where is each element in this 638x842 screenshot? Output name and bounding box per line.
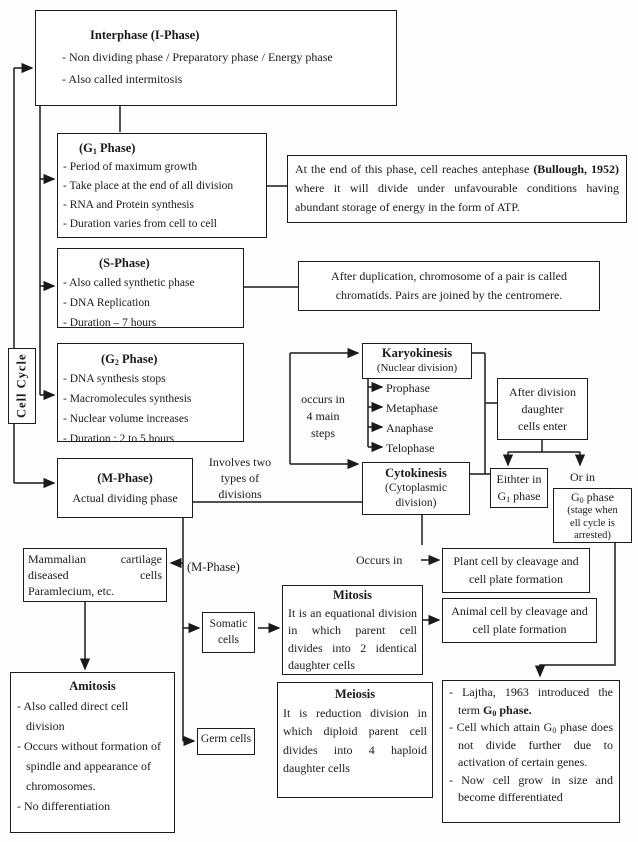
s-phase-box: [57, 248, 244, 328]
g0-note-box: [442, 680, 620, 823]
mitosis-box: [282, 585, 423, 675]
amitosis-item: - Occurs without formation of spindle and appearance of chromosomes.: [17, 739, 161, 793]
m-phase-label: (M-Phase): [187, 560, 240, 574]
g1-item: - RNA and Protein synthesis: [63, 199, 194, 211]
s-item: - Also called synthetic phase: [63, 277, 195, 289]
g1-item: - Take place at the end of all division: [63, 180, 234, 192]
cytokinesis-subtitle: division): [395, 497, 437, 509]
step-prophase: Prophase: [386, 381, 430, 395]
interphase-item: - Non dividing phase / Preparatory phase / Energy phase: [62, 50, 333, 64]
g1-item: - Period of maximum growth: [63, 161, 198, 173]
g0-note-item: - Cell which attain $G_0$ phase does not divide further due to activation of certain genes.: [449, 720, 613, 769]
karyokinesis-box: [362, 343, 472, 379]
step-anaphase: Anaphase: [386, 421, 434, 435]
animal-cell-box: Animal cell by cleavage and cell plate formation: [442, 598, 597, 643]
cytokinesis-subtitle: (Cytoplasmic: [385, 482, 447, 494]
cytokinesis-box: [362, 462, 470, 515]
m-phase-subtitle: Actual dividing phase: [72, 491, 178, 505]
g2-title: ($G_2$ Phase): [101, 352, 158, 367]
karyokinesis-subtitle: (Nuclear division): [376, 362, 458, 374]
s-item: - Duration – 7 hours: [63, 317, 157, 329]
mammalian-box: Mammalian cartilage diseased cells Paramlecium, etc.: [23, 548, 167, 602]
s-item: - DNA Replication: [63, 297, 150, 309]
occurs-in-label: Occurs in: [356, 553, 403, 567]
or-in-label: Or in: [570, 470, 595, 484]
cytokinesis-title: Cytokinesis: [385, 466, 447, 480]
g0-note-item: - Lajtha, 1963 introduced the term $G_0$ phase.: [449, 685, 613, 718]
s-note-box: [298, 261, 600, 311]
m-phase-title: (M-Phase): [97, 471, 153, 485]
mitosis-body: It is an equational division in which parent cell divides into 2 identical daughter cells: [288, 605, 417, 672]
germ-cells-box: Germ cells: [197, 728, 255, 755]
g1-note-citation: (Bullough, 1952): [533, 162, 620, 176]
amitosis-box: [10, 672, 175, 833]
g1-note-text: where it will divide under unfavourable conditions having abundant storage of energy in the form of ATP.: [295, 181, 619, 214]
meiosis-title: Meiosis: [334, 687, 376, 701]
g2-item: - Duration : 2 to 5 hours: [63, 433, 175, 445]
amitosis-item: - No differentiation: [17, 799, 111, 813]
g1-note-text: At the end of this phase, cell reaches antephase: [295, 162, 534, 176]
amitosis-title: Amitosis: [69, 679, 116, 693]
plant-cell-box: Plant cell by cleavage and cell plate formation: [442, 548, 590, 593]
mitosis-title: Mitosis: [333, 588, 372, 602]
g2-item: - Macromolecules synthesis: [63, 393, 192, 405]
s-title: (S-Phase): [99, 256, 150, 270]
cell-cycle-label: Cell Cycle: [14, 353, 29, 419]
interphase-item: - Also called intermitosis: [62, 72, 183, 86]
cell-cycle-label-box: [8, 348, 36, 424]
g1-phase-box: [57, 133, 267, 238]
after-division-box: After division daughter cells enter: [497, 378, 588, 440]
interphase-title: Interphase (I-Phase): [90, 28, 200, 42]
meiosis-body: It is reduction division in which diploid parent cell divides into 4 haploid daughter cells: [283, 705, 427, 775]
g0-phase-box: $G_0$ phase (stage when ell cycle is arrested): [553, 488, 632, 543]
somatic-cells-box: Somatic cells: [202, 612, 255, 653]
either-g1-box: Eithter in $G_1$ phase: [490, 468, 548, 508]
g2-item: - DNA synthesis stops: [63, 373, 166, 385]
interphase-box: [35, 10, 397, 106]
meiosis-box: [277, 682, 433, 798]
g0-note-item: - Now cell grow in size and become differentiated: [449, 772, 613, 804]
g1-note-box: [287, 155, 627, 223]
amitosis-item: - Also called direct cell division: [17, 699, 129, 733]
g2-phase-box: [57, 343, 244, 445]
m-phase-box: [57, 458, 193, 518]
occurs-steps-label: occurs in 4 main steps: [301, 392, 345, 440]
s-note-text: After duplication, chromosome of a pair is called chromatids. Pairs are joined by the centromere.: [331, 269, 567, 302]
step-metaphase: Metaphase: [386, 401, 438, 415]
g2-item: - Nuclear volume increases: [63, 413, 189, 425]
g1-title: ($G_1$ Phase): [79, 141, 136, 156]
karyokinesis-title: Karyokinesis: [381, 346, 453, 360]
g1-item: - Duration varies from cell to cell: [63, 218, 217, 230]
step-telophase: Telophase: [386, 441, 435, 455]
involves-label: Involves two types of divisions: [208, 455, 272, 501]
